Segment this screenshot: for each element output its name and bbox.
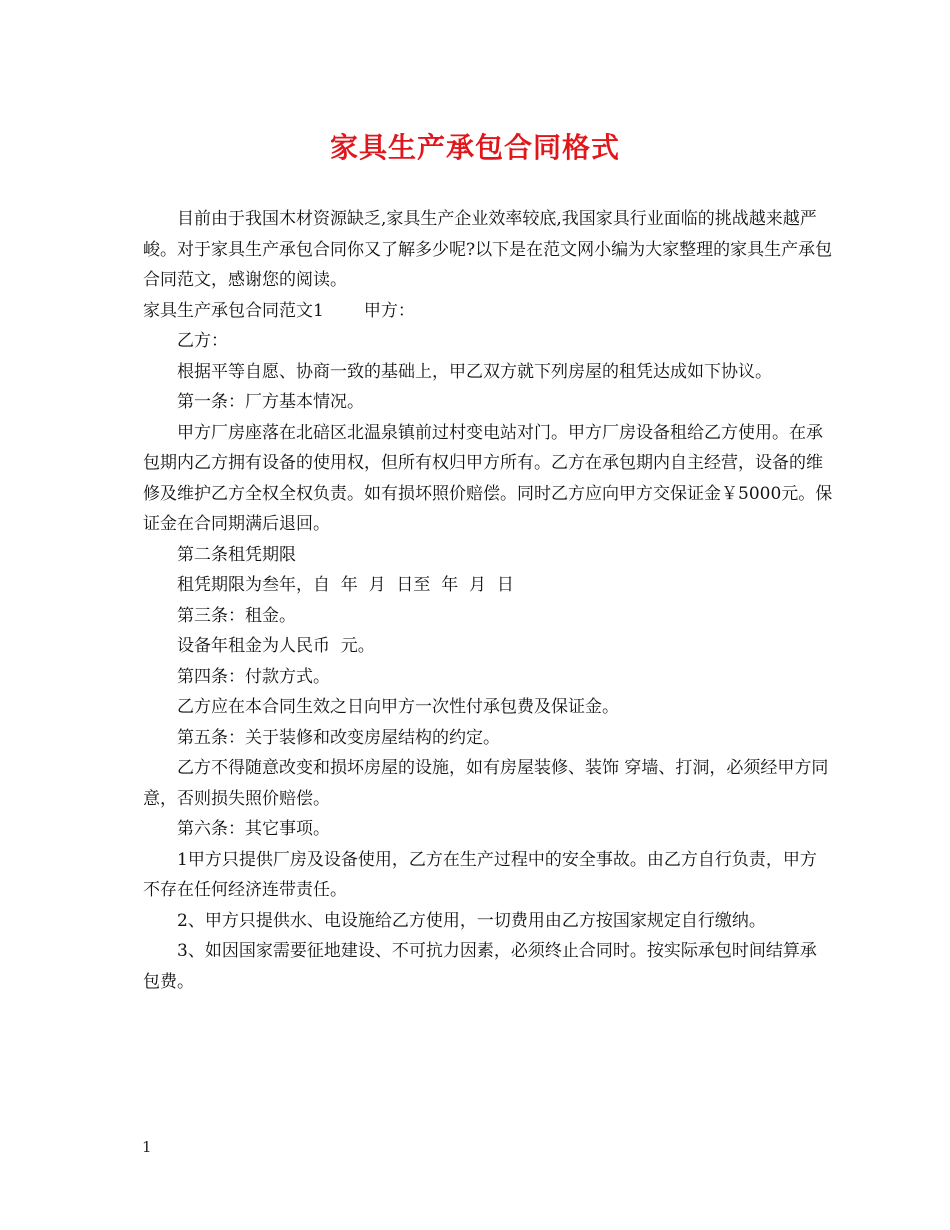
clause-heading: 第一条：厂方基本情况。 <box>177 392 364 412</box>
party-a-label: 甲方： <box>363 300 415 321</box>
clause-heading: 第三条：租金。 <box>177 605 296 626</box>
clause-paragraph: 租凭期限为叁年，自 年 月 日至 年 月 日 <box>177 575 514 595</box>
clause-paragraph: 3、如因国家需要征地建设、不可抗力因素，必须终止合同时。按实际承包时间结算承包费。 <box>143 941 817 992</box>
clause-paragraph: 乙方应在本合同生效之日向甲方一次性付承包费及保证金。 <box>177 697 619 717</box>
party-b-label: 乙方： <box>177 331 228 351</box>
clause-paragraph: 1甲方只提供厂房及设备使用，乙方在生产过程中的安全事故。由乙方自行负责，甲方不存在任何经济连带责任。 <box>143 849 817 900</box>
clause-paragraph: 设备年租金为人民币 元。 <box>177 636 375 656</box>
clause-heading: 第二条租凭期限 <box>177 544 296 565</box>
document-title: 家具生产承包合同格式 <box>329 131 620 164</box>
clause-paragraph: 根据平等自愿、协商一致的基础上，甲乙双方就下列房屋的租凭达成如下协议。 <box>177 361 772 382</box>
clause-heading: 第五条：关于装修和改变房屋结构的约定。 <box>177 727 500 748</box>
sample-heading-line <box>143 296 833 327</box>
clause-paragraph: 乙方不得随意改变和损坏房屋的设施，如有房屋装修、装饰 穿墙、打洞，必须经甲方同意，否则损失照价赔偿。 <box>143 758 829 809</box>
intro-paragraph: 目前由于我国木材资源缺乏,家具生产企业效率较底,我国家具行业面临的挑战越来越严峻。对于家具生产承包合同你又了解多少呢?以下是在范文网小编为大家整理的家具生产承包合同范文，感谢您的阅读。 <box>143 209 833 290</box>
sample-heading: 家具生产承包合同范文1 <box>143 300 324 321</box>
clause-heading: 第四条：付款方式。 <box>177 666 330 687</box>
clause-paragraph: 2、甲方只提供水、电设施给乙方使用，一切费用由乙方按国家规定自行缴纳。 <box>177 910 766 931</box>
page-number: 1 <box>142 1138 152 1156</box>
clause-paragraph: 甲方厂房座落在北碚区北温泉镇前过村变电站对门。甲方厂房设备租给乙方使用。在承包期内乙方拥有设备的使用权，但所有权归甲方所有。乙方在承包期内自主经营，设备的维修及维护乙方全权全权负责。如有损坏照价赔偿。同时乙方应向甲方交保证金￥5000元。保证金在合同期满后退回。 <box>143 422 833 534</box>
document-body <box>143 204 833 997</box>
clause-heading: 第六条：其它事项。 <box>177 819 330 839</box>
